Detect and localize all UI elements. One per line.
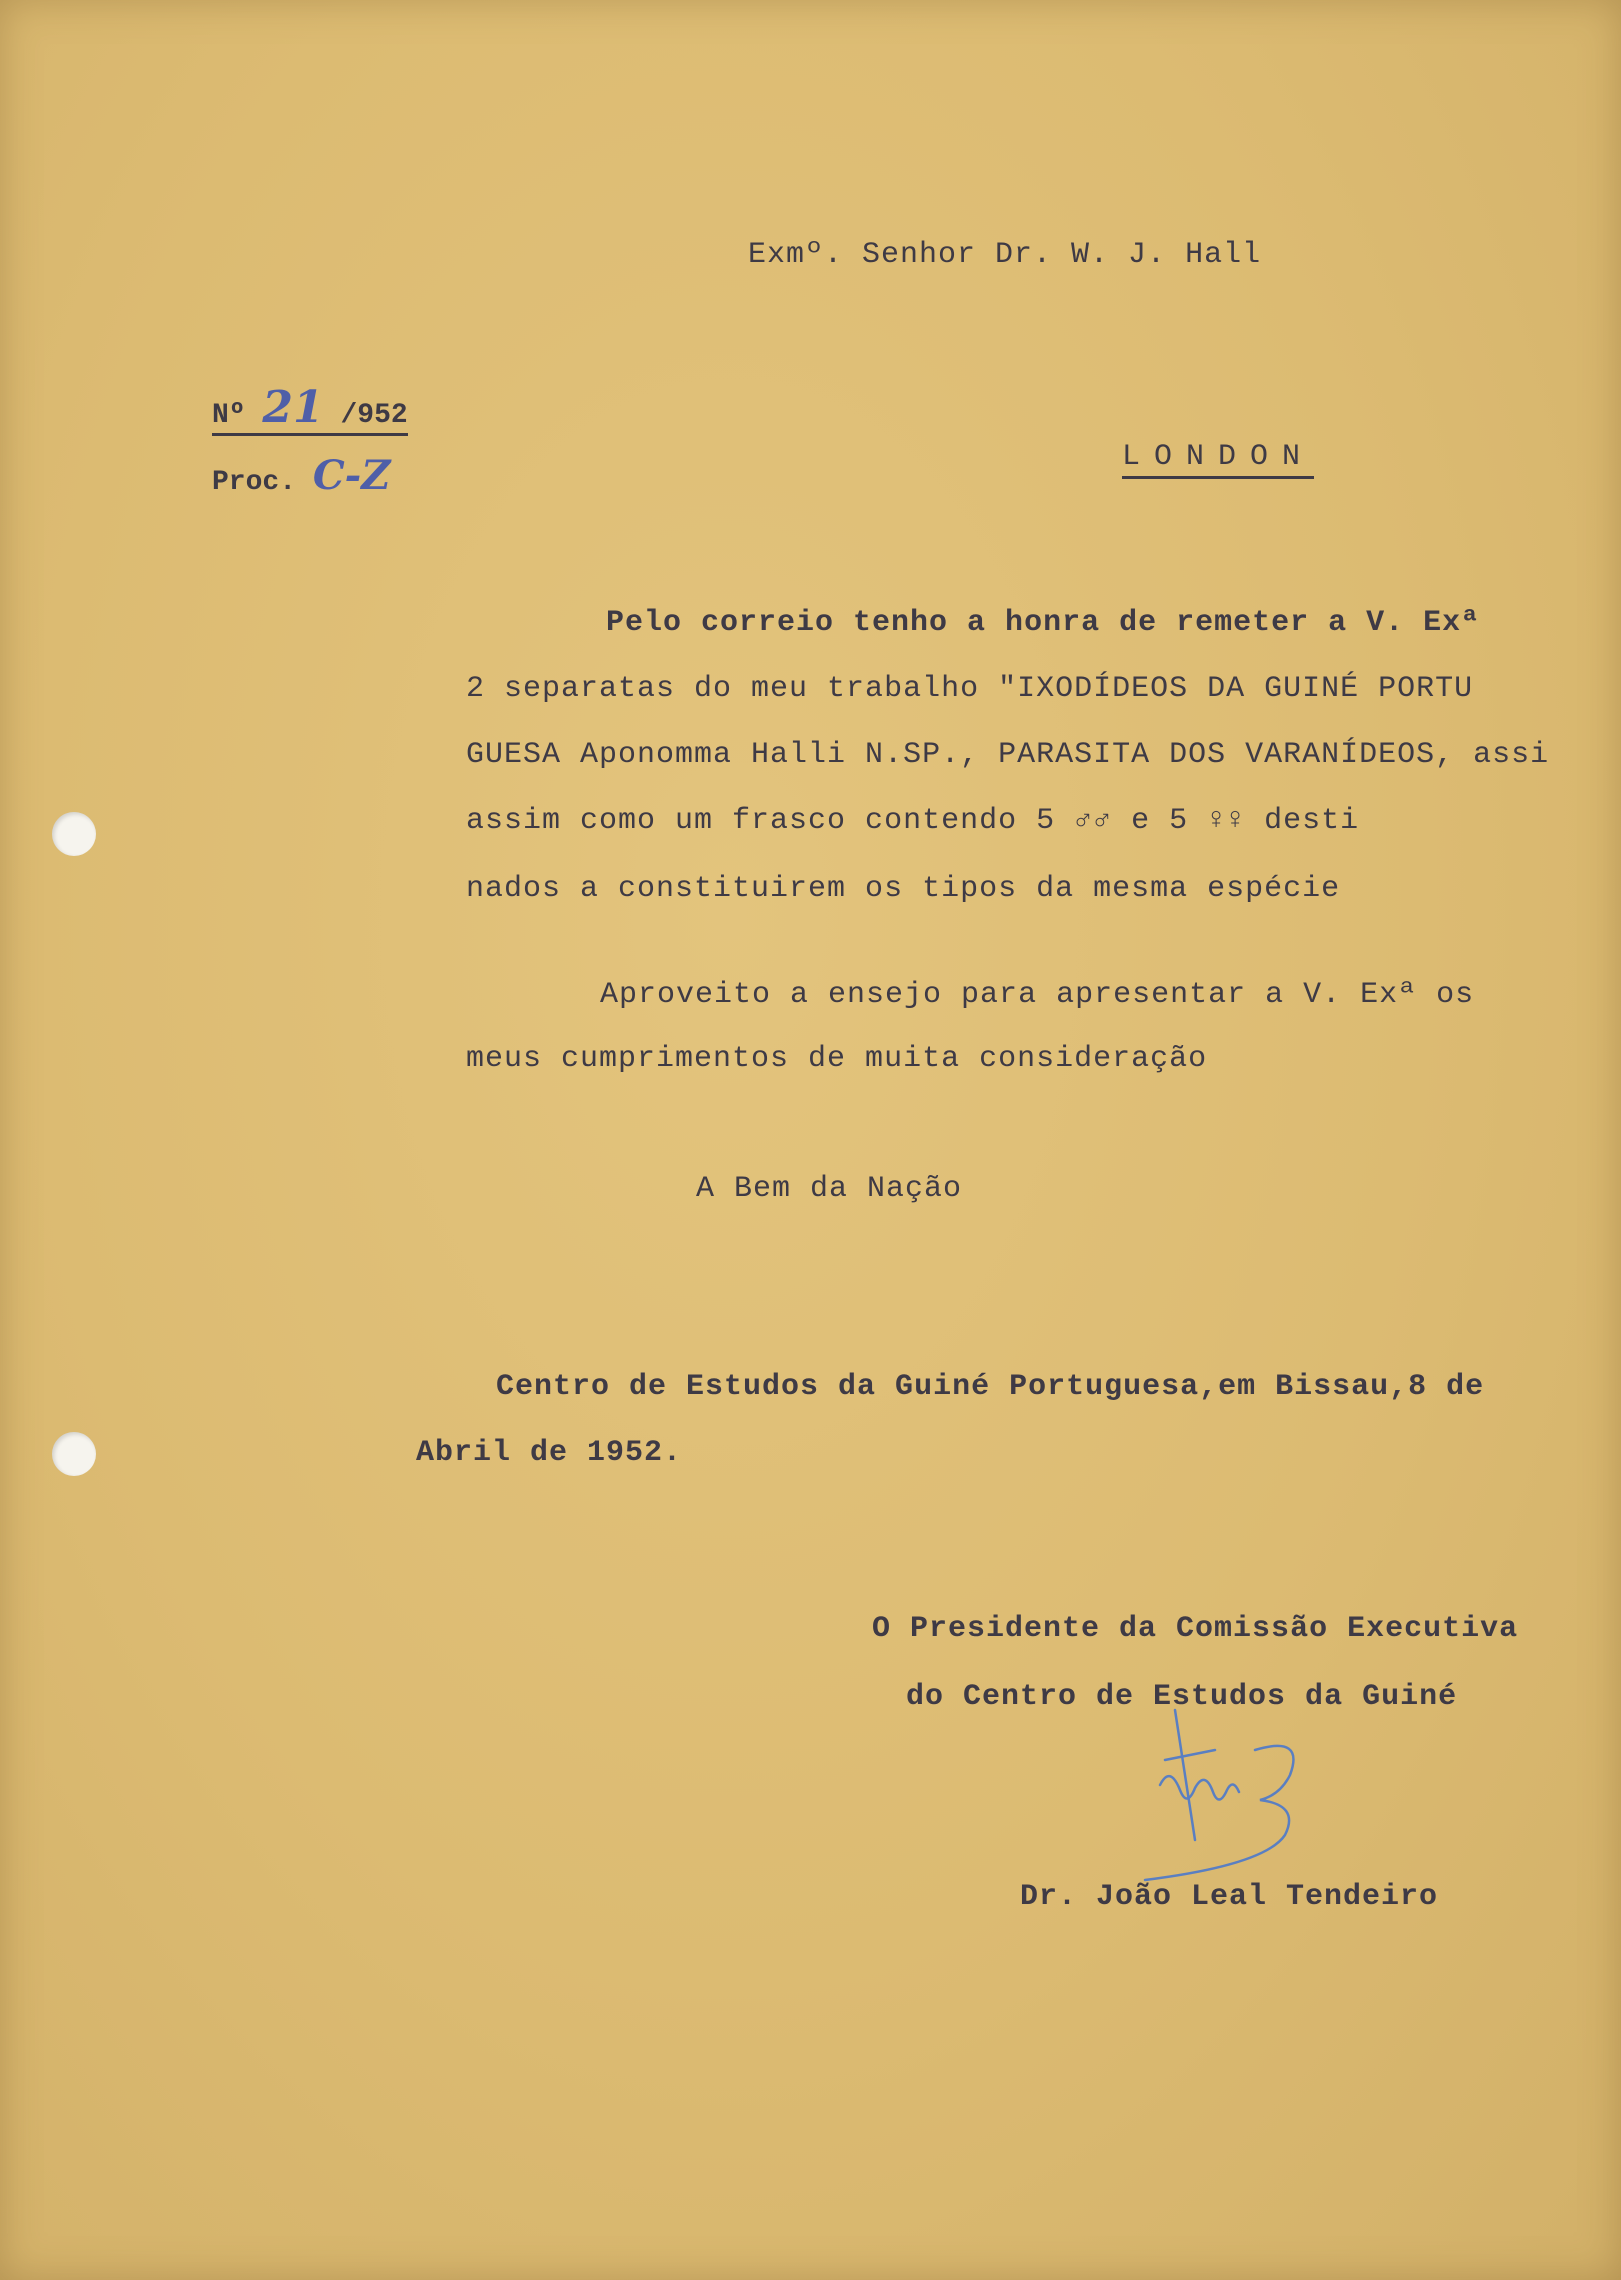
reference-number-handwritten: 21 — [262, 382, 324, 433]
process-handwritten: C-Z — [312, 452, 391, 499]
process-prefix: Proc. — [212, 467, 297, 498]
punch-hole-bottom — [52, 1432, 96, 1476]
punch-hole-top — [52, 812, 96, 856]
place-date-line-1: Centro de Estudos da Guiné Portuguesa,em Bissau,8 de — [496, 1370, 1485, 1404]
body-line-1: Pelo correio tenho a honra de remeter a V. Exª — [606, 606, 1481, 640]
body-line-4: assim como um frasco contendo 5 ♂♂ e 5 ♀♀ desti — [466, 804, 1360, 838]
salutation: A Bem da Nação — [696, 1172, 963, 1206]
reference-number-prefix: Nº — [212, 400, 246, 431]
body-line-3: GUESA Aponomma Halli N.SP., PARASITA DOS VARANÍDEOS, assi — [466, 738, 1550, 772]
body-line-5: nados a constituirem os tipos da mesma espécie — [466, 872, 1341, 906]
reference-number-year: /952 — [340, 400, 408, 431]
place-date-line-2: Abril de 1952. — [416, 1436, 683, 1470]
body-line-2: 2 separatas do meu trabalho "IXODÍDEOS DA GUINÉ PORTU — [466, 672, 1474, 706]
addressee: Exmº. Senhor Dr. W. J. Hall — [748, 238, 1262, 272]
process-reference — [212, 452, 390, 499]
signatory-title-line-2: do Centro de Estudos da Guiné — [906, 1680, 1458, 1714]
closing-line-2: meus cumprimentos de muita consideração — [466, 1042, 1208, 1076]
city-text: LONDON — [1122, 440, 1314, 479]
city-heading — [1122, 440, 1314, 474]
reference-number — [212, 382, 408, 433]
signatory-name: Dr. João Leal Tendeiro — [1020, 1880, 1439, 1914]
handwritten-signature — [1115, 1690, 1335, 1890]
closing-line-1: Aproveito a ensejo para apresentar a V. Exª os — [600, 978, 1475, 1012]
signatory-title-line-1: O Presidente da Comissão Executiva — [872, 1612, 1519, 1646]
